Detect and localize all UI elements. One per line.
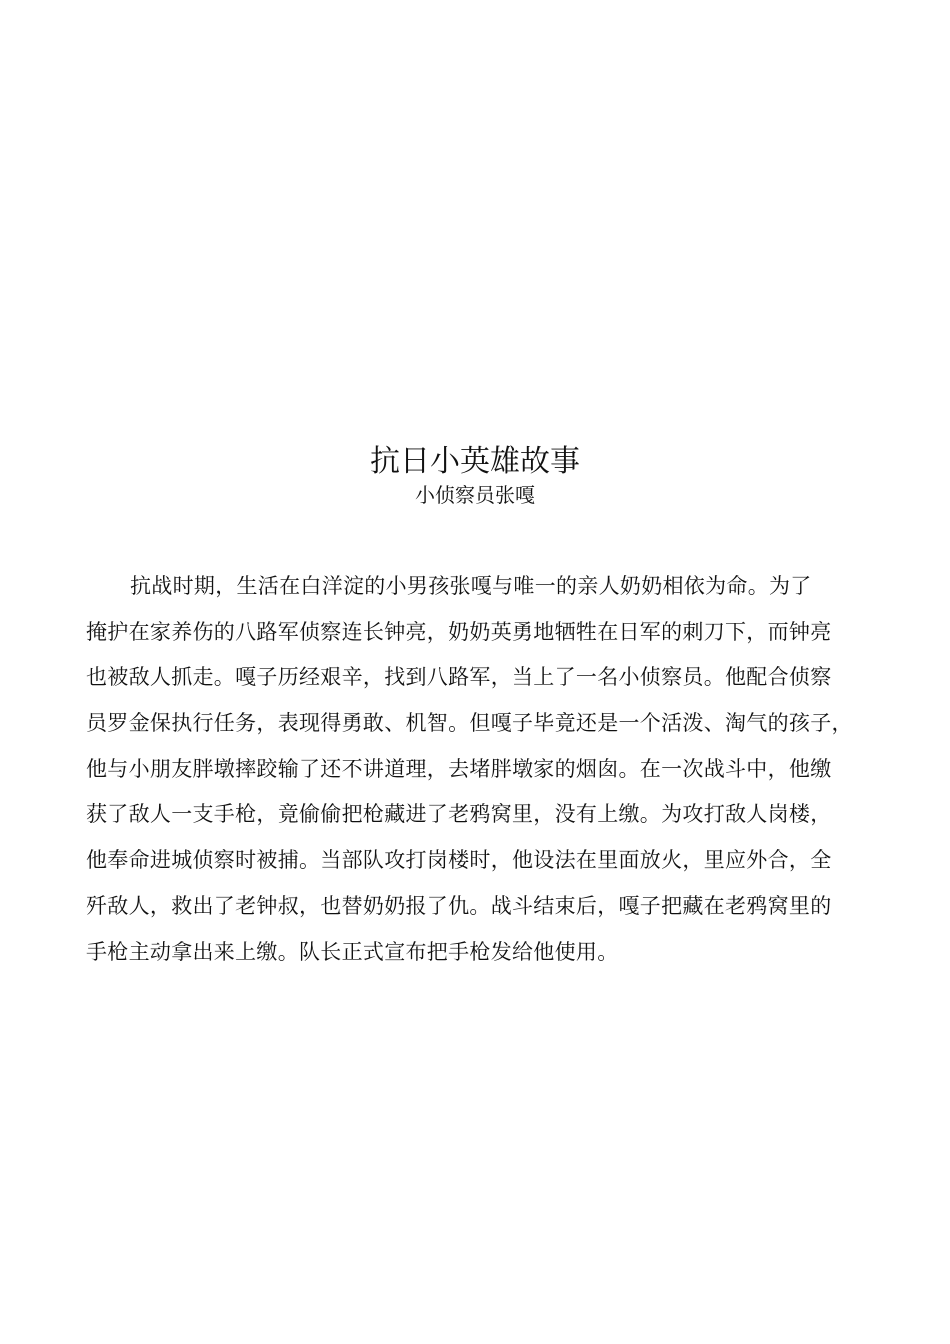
- paragraph-line: 获了敌人一支手枪，竟偷偷把枪藏进了老鸦窝里，没有上缴。为攻打敌人岗楼，: [86, 802, 832, 827]
- story-paragraph: [86, 566, 876, 977]
- paragraph-line: 也被敌人抓走。嘎子历经艰辛，找到八路军，当上了一名小侦察员。他配合侦察: [86, 665, 832, 690]
- paragraph-line: 员罗金保执行任务，表现得勇敢、机智。但嘎子毕竟还是一个活泼、淘气的孩子，: [86, 711, 853, 736]
- paragraph-line: 掩护在家养伤的八路军侦察连长钟亮，奶奶英勇地牺牲在日军的刺刀下，而钟亮: [86, 619, 832, 644]
- document-title: 抗日小英雄故事: [370, 444, 580, 479]
- paragraph-line: 歼敌人，救出了老钟叔，也替奶奶报了仇。战斗结束后，嘎子把藏在老鸦窝里的: [86, 893, 832, 918]
- paragraph-line: 他与小朋友胖墩摔跤输了还不讲道理，去堵胖墩家的烟囱。在一次战斗中，他缴: [86, 756, 832, 781]
- paragraph-line: 他奉命进城侦察时被捕。当部队攻打岗楼时，他设法在里面放火，里应外合，全: [86, 848, 832, 873]
- paragraph-line: 手枪主动拿出来上缴。队长正式宣布把手枪发给他使用。: [86, 939, 619, 964]
- paragraph-line: 抗战时期，生活在白洋淀的小男孩张嘎与唯一的亲人奶奶相依为命。为了: [130, 574, 812, 598]
- document-subtitle: 小侦察员张嘎: [415, 483, 535, 507]
